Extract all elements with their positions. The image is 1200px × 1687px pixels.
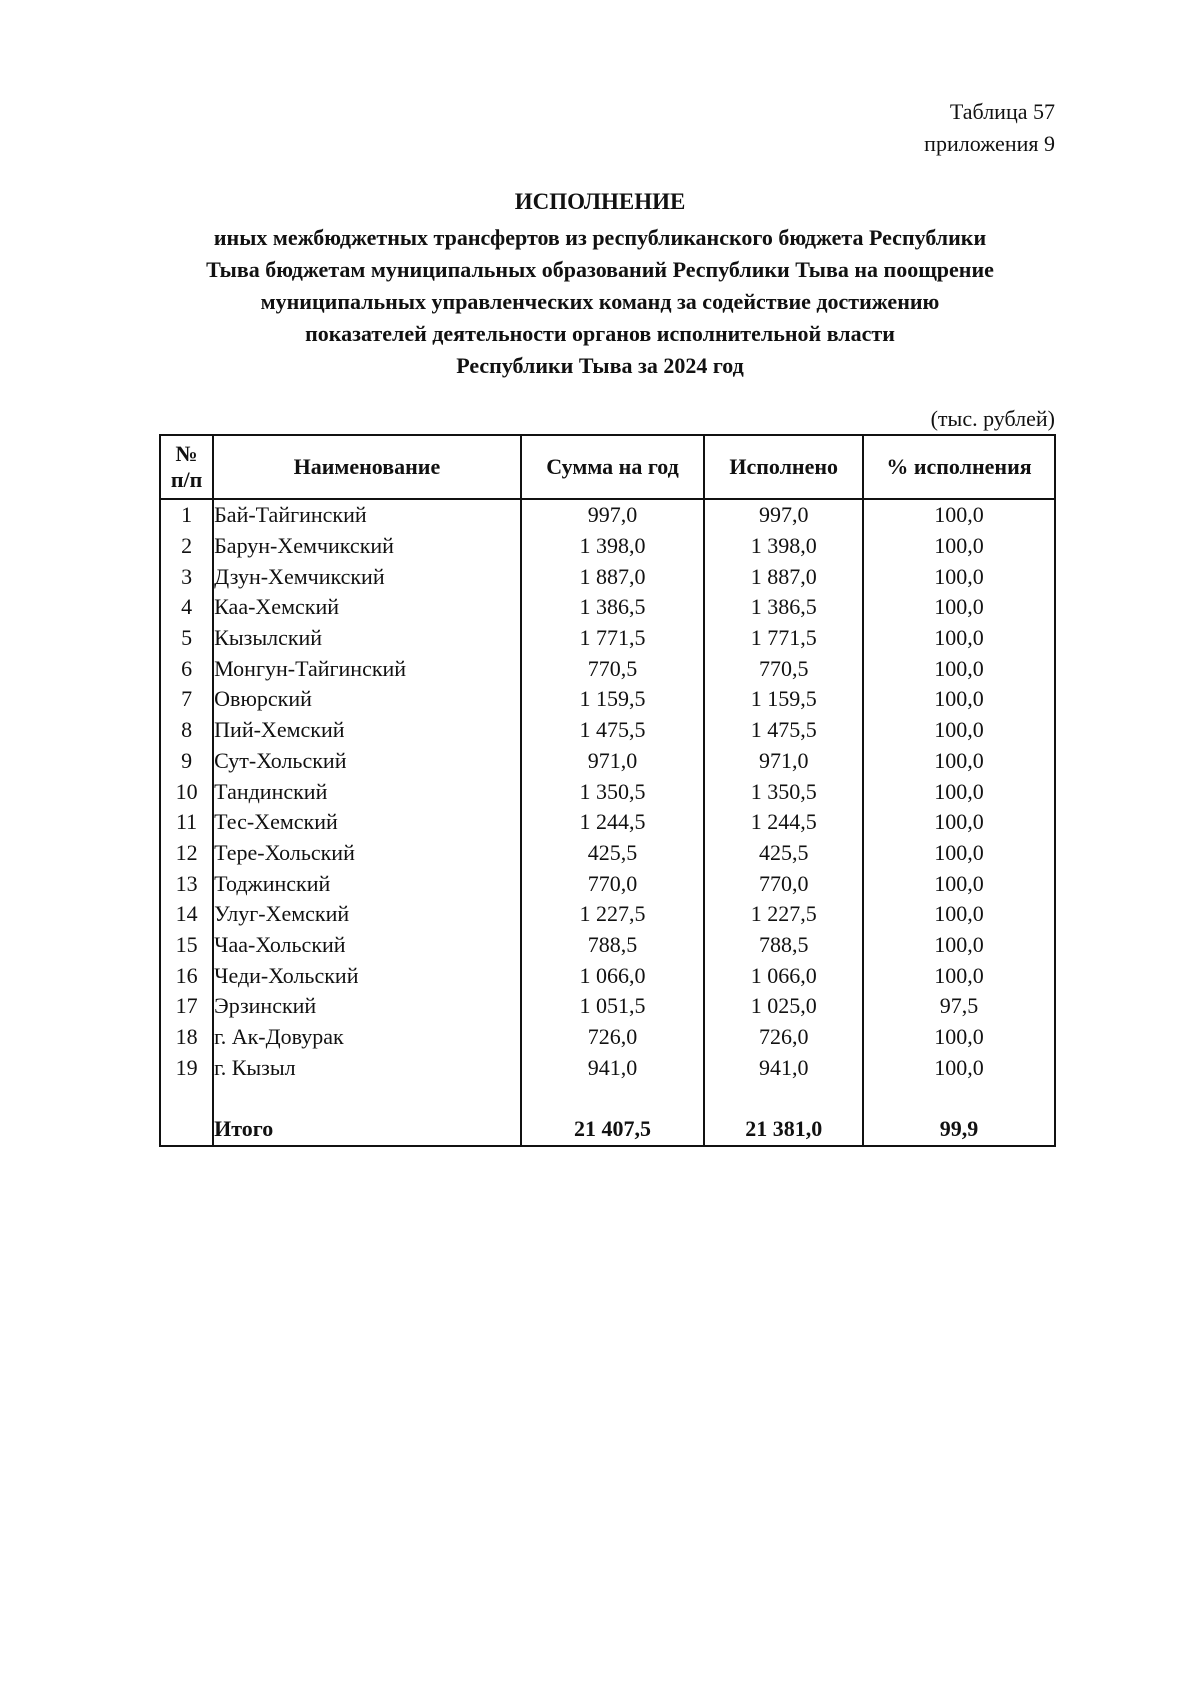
table-row <box>160 930 1055 961</box>
row-name: Пий-Хемский <box>213 715 520 746</box>
row-number: 19 <box>160 1052 213 1083</box>
row-number: 2 <box>160 531 213 562</box>
row-plan: 1 386,5 <box>521 592 705 623</box>
row-number: 11 <box>160 807 213 838</box>
row-percent: 100,0 <box>863 623 1055 654</box>
total-number <box>160 1113 213 1146</box>
row-number: 5 <box>160 623 213 654</box>
row-plan: 941,0 <box>521 1052 705 1083</box>
spacer-cell <box>213 1083 520 1113</box>
total-label: Итого <box>213 1113 520 1146</box>
header-plan: Сумма на год <box>521 435 705 499</box>
row-done: 941,0 <box>704 1052 863 1083</box>
spacer-cell <box>704 1083 863 1113</box>
row-done: 1 398,0 <box>704 531 863 562</box>
table-header-row <box>160 435 1055 499</box>
title-subtitle: иных межбюджетных трансфертов из республиканского бюджета Республики Тыва бюджетам муниципальных образований Республики Тыва на поощрение муниципальных управленческих команд за содействие достижению показателей деятельности органов исполнительной власти Республики Тыва за 2024 год <box>206 225 994 378</box>
row-number: 17 <box>160 991 213 1022</box>
row-plan: 1 398,0 <box>521 531 705 562</box>
row-name: Чеди-Хольский <box>213 960 520 991</box>
row-done: 1 350,5 <box>704 776 863 807</box>
row-name: Дзун-Хемчикский <box>213 561 520 592</box>
row-plan: 1 475,5 <box>521 715 705 746</box>
row-number: 14 <box>160 899 213 930</box>
row-name: Овюрский <box>213 684 520 715</box>
row-number: 8 <box>160 715 213 746</box>
table-row <box>160 1022 1055 1053</box>
row-number: 4 <box>160 592 213 623</box>
row-plan: 770,5 <box>521 653 705 684</box>
table-row <box>160 684 1055 715</box>
title-heading: ИСПОЛНЕНИЕ <box>514 189 686 214</box>
row-percent: 100,0 <box>863 561 1055 592</box>
row-done: 1 244,5 <box>704 807 863 838</box>
report-table <box>159 434 1056 1147</box>
row-done: 1 227,5 <box>704 899 863 930</box>
row-name: Монгун-Тайгинский <box>213 653 520 684</box>
row-plan: 1 887,0 <box>521 561 705 592</box>
table-number: Таблица 57 <box>949 99 1055 124</box>
row-plan: 1 066,0 <box>521 960 705 991</box>
row-done: 788,5 <box>704 930 863 961</box>
row-percent: 100,0 <box>863 684 1055 715</box>
row-plan: 1 244,5 <box>521 807 705 838</box>
row-name: Улуг-Хемский <box>213 899 520 930</box>
row-percent: 100,0 <box>863 899 1055 930</box>
row-number: 13 <box>160 868 213 899</box>
row-percent: 100,0 <box>863 807 1055 838</box>
document-title <box>160 186 1040 382</box>
row-done: 770,5 <box>704 653 863 684</box>
row-name: Кызылский <box>213 623 520 654</box>
row-done: 1 066,0 <box>704 960 863 991</box>
total-percent: 99,9 <box>863 1113 1055 1146</box>
spacer-row <box>160 1083 1055 1113</box>
row-percent: 100,0 <box>863 715 1055 746</box>
row-plan: 425,5 <box>521 838 705 869</box>
row-name: Бай-Тайгинский <box>213 499 520 531</box>
spacer-cell <box>160 1083 213 1113</box>
row-percent: 100,0 <box>863 930 1055 961</box>
row-plan: 997,0 <box>521 499 705 531</box>
header-number <box>160 435 213 499</box>
row-done: 1 887,0 <box>704 561 863 592</box>
table-row <box>160 776 1055 807</box>
row-done: 1 386,5 <box>704 592 863 623</box>
row-done: 997,0 <box>704 499 863 531</box>
table-row <box>160 746 1055 777</box>
row-plan: 1 051,5 <box>521 991 705 1022</box>
total-row <box>160 1113 1055 1146</box>
table-row <box>160 868 1055 899</box>
row-name: Тоджинский <box>213 868 520 899</box>
header-percent: % исполнения <box>863 435 1055 499</box>
row-name: Барун-Хемчикский <box>213 531 520 562</box>
table-row <box>160 991 1055 1022</box>
row-number: 10 <box>160 776 213 807</box>
row-plan: 726,0 <box>521 1022 705 1053</box>
table-row <box>160 807 1055 838</box>
table-row <box>160 561 1055 592</box>
table-row <box>160 899 1055 930</box>
table-row <box>160 653 1055 684</box>
row-plan: 1 771,5 <box>521 623 705 654</box>
row-done: 1 159,5 <box>704 684 863 715</box>
row-number: 3 <box>160 561 213 592</box>
row-percent: 100,0 <box>863 746 1055 777</box>
row-name: Тандинский <box>213 776 520 807</box>
appendix-number: приложения 9 <box>924 131 1055 156</box>
row-percent: 100,0 <box>863 653 1055 684</box>
row-done: 726,0 <box>704 1022 863 1053</box>
total-done: 21 381,0 <box>704 1113 863 1146</box>
row-done: 1 771,5 <box>704 623 863 654</box>
table-row <box>160 838 1055 869</box>
row-plan: 1 350,5 <box>521 776 705 807</box>
row-name: Тере-Хольский <box>213 838 520 869</box>
table-row <box>160 499 1055 531</box>
header-number-line1: № <box>175 441 198 466</box>
row-number: 6 <box>160 653 213 684</box>
row-done: 1 475,5 <box>704 715 863 746</box>
row-percent: 100,0 <box>863 592 1055 623</box>
header-name: Наименование <box>213 435 520 499</box>
row-plan: 1 227,5 <box>521 899 705 930</box>
row-percent: 100,0 <box>863 868 1055 899</box>
spacer-cell <box>863 1083 1055 1113</box>
row-number: 16 <box>160 960 213 991</box>
row-plan: 971,0 <box>521 746 705 777</box>
spacer-cell <box>521 1083 705 1113</box>
table-row <box>160 960 1055 991</box>
row-percent: 100,0 <box>863 776 1055 807</box>
row-done: 971,0 <box>704 746 863 777</box>
row-percent: 100,0 <box>863 960 1055 991</box>
row-percent: 97,5 <box>863 991 1055 1022</box>
units-label: (тыс. рублей) <box>930 406 1055 431</box>
row-name: Чаа-Хольский <box>213 930 520 961</box>
row-percent: 100,0 <box>863 1052 1055 1083</box>
row-done: 1 025,0 <box>704 991 863 1022</box>
header-number-line2: п/п <box>170 467 203 492</box>
row-percent: 100,0 <box>863 531 1055 562</box>
table-row <box>160 715 1055 746</box>
row-plan: 788,5 <box>521 930 705 961</box>
table-row <box>160 623 1055 654</box>
row-done: 770,0 <box>704 868 863 899</box>
row-name: Эрзинский <box>213 991 520 1022</box>
table-row <box>160 1052 1055 1083</box>
table-row <box>160 592 1055 623</box>
row-number: 18 <box>160 1022 213 1053</box>
table-reference <box>924 96 1055 160</box>
row-plan: 770,0 <box>521 868 705 899</box>
total-plan: 21 407,5 <box>521 1113 705 1146</box>
row-name: Тес-Хемский <box>213 807 520 838</box>
row-name: Каа-Хемский <box>213 592 520 623</box>
row-number: 12 <box>160 838 213 869</box>
table-row <box>160 531 1055 562</box>
table-body <box>160 499 1055 1146</box>
header-done: Исполнено <box>704 435 863 499</box>
row-number: 15 <box>160 930 213 961</box>
row-percent: 100,0 <box>863 1022 1055 1053</box>
row-plan: 1 159,5 <box>521 684 705 715</box>
row-name: Сут-Хольский <box>213 746 520 777</box>
row-name: г. Кызыл <box>213 1052 520 1083</box>
row-number: 1 <box>160 499 213 531</box>
row-done: 425,5 <box>704 838 863 869</box>
row-percent: 100,0 <box>863 499 1055 531</box>
row-number: 7 <box>160 684 213 715</box>
row-percent: 100,0 <box>863 838 1055 869</box>
row-number: 9 <box>160 746 213 777</box>
row-name: г. Ак-Довурак <box>213 1022 520 1053</box>
